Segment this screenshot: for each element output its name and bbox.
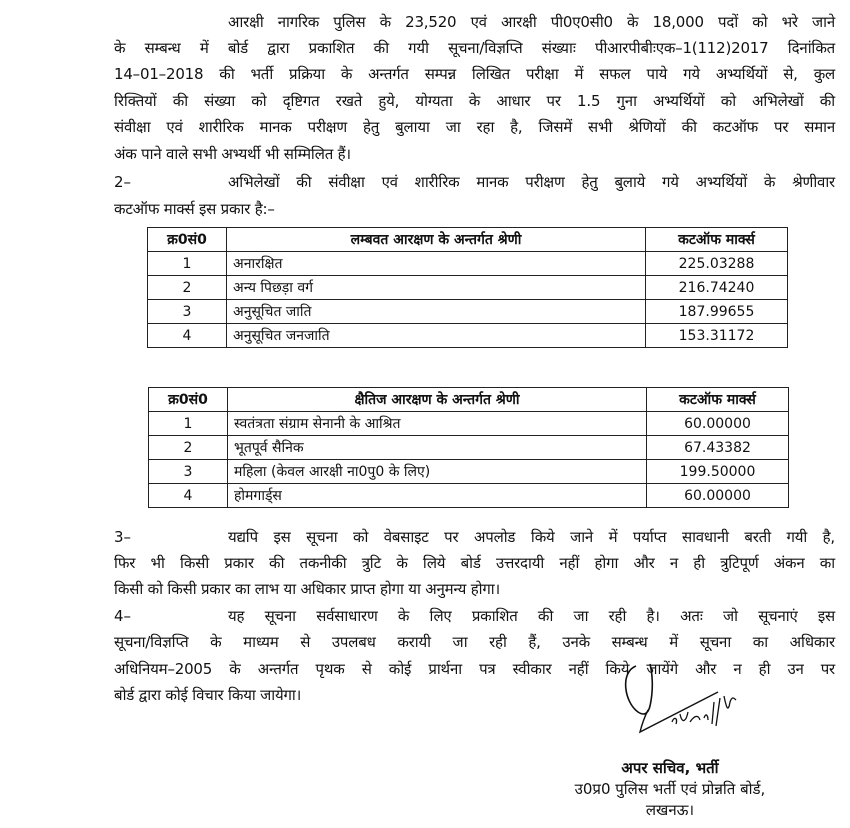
para1-line-4: रिक्तियों की संख्या को दृष्टिगत रखते हुये, योग्यता के आधार पर 1.5 गुना अभ्यर्थियों को अभिलेखों की <box>114 92 835 110</box>
para4-line-2: सूचना/विज्ञप्ति के माध्यम से उपलबध करायी जा रही हैं, उनके सम्बन्ध में सूचना का अधिकार <box>114 633 835 651</box>
cell-cutoff: 216.74240 <box>646 276 788 300</box>
header-cutoff: कटऑफ मार्क्स <box>647 388 789 412</box>
table-row <box>148 300 788 324</box>
table-row <box>149 412 789 436</box>
header-serial: क्र0सं0 <box>148 228 227 252</box>
cell-cutoff: 67.43382 <box>647 436 789 460</box>
cell-serial: 3 <box>149 460 228 484</box>
header-category: लम्बवत आरक्षण के अन्तर्गत श्रेणी <box>227 228 646 252</box>
para3-number: 3– <box>114 528 132 546</box>
header-serial: क्र0सं0 <box>149 388 228 412</box>
cell-category: भूतपूर्व सैनिक <box>228 436 647 460</box>
cell-cutoff: 225.03288 <box>646 252 788 276</box>
table-row <box>149 460 789 484</box>
horizontal-reservation-table <box>148 387 789 508</box>
cell-serial: 2 <box>148 276 227 300</box>
para4-line-4: बोर्ड द्वारा कोई विचार किया जायेगा। <box>114 686 302 704</box>
para4-number: 4– <box>114 607 132 625</box>
para1-line-1: आरक्षी नागरिक पुलिस के 23,520 एवं आरक्षी पी0ए0सी0 के 18,000 पदों को भरे जाने <box>228 13 835 31</box>
signatory-designation: अपर सचिव, भर्ती <box>621 759 719 777</box>
table-header-row <box>149 388 789 412</box>
cell-cutoff: 153.31172 <box>646 324 788 348</box>
para3-line-1: यद्यपि इस सूचना को वेबसाइट पर अपलोड किये जाने में पर्याप्त सावधानी बरती गयी है, <box>228 528 835 546</box>
header-cutoff: कटऑफ मार्क्स <box>646 228 788 252</box>
cell-serial: 4 <box>148 324 227 348</box>
cell-cutoff: 60.00000 <box>647 412 789 436</box>
vertical-reservation-table <box>147 227 788 348</box>
table-row <box>148 276 788 300</box>
table-row <box>148 252 788 276</box>
cell-category: अनुसूचित जनजाति <box>227 324 646 348</box>
table-row <box>148 324 788 348</box>
table-row <box>149 436 789 460</box>
cell-category: महिला (केवल आरक्षी ना0पु0 के लिए) <box>228 460 647 484</box>
cell-category: अन्य पिछड़ा वर्ग <box>227 276 646 300</box>
para1-line-6: अंक पाने वाले सभी अभ्यर्थी भी सम्मिलित हैं। <box>114 145 351 163</box>
signatory-city: लखनऊ। <box>645 801 695 819</box>
signatory-organisation: उ0प्र0 पुलिस भर्ती एवं प्रोन्नति बोर्ड, <box>574 780 766 798</box>
table-header-row <box>148 228 788 252</box>
table-row <box>149 484 789 508</box>
para1-line-3: 14–01–2018 की भर्ती प्रक्रिया के अन्तर्गत सम्पन्न लिखित परीक्षा में सफल पाये गये अभ्यर्थियों से, कुल <box>114 65 835 83</box>
para3-line-2: फिर भी किसी प्रकार की तकनीकी त्रुटि के लिये बोर्ड उत्तरदायी नहीं होगा और न ही त्रुटिपूर्ण अंकन का <box>114 554 835 572</box>
handwritten-signature <box>610 662 810 762</box>
cell-cutoff: 60.00000 <box>647 484 789 508</box>
cell-serial: 3 <box>148 300 227 324</box>
para4-line-3: अधिनियम–2005 के अन्तर्गत पृथक से कोई प्रार्थना पत्र स्वीकार नहीं किये जायेंगे और न ही उन पर <box>114 660 835 678</box>
cell-serial: 2 <box>149 436 228 460</box>
cell-cutoff: 199.50000 <box>647 460 789 484</box>
para2-line-1: अभिलेखों की संवीक्षा एवं शारीरिक मानक परीक्षण हेतु बुलाये गये अभ्यर्थियों के श्रेणीवार <box>228 173 835 191</box>
cell-category: होमगार्ड्स <box>228 484 647 508</box>
cell-serial: 1 <box>148 252 227 276</box>
para2-line-2: कटऑफ मार्क्स इस प्रकार है:– <box>114 200 275 218</box>
cell-category: अनुसूचित जाति <box>227 300 646 324</box>
cell-category: अनारक्षित <box>227 252 646 276</box>
cell-cutoff: 187.99655 <box>646 300 788 324</box>
para1-line-5: संवीक्षा एवं शारीरिक मानक परीक्षण हेतु बुलाया जा रहा है, जिसमें सभी श्रेणियों की कटऑफ पर समान <box>114 118 835 136</box>
para4-line-1: यह सूचना सर्वसाधारण के लिए प्रकाशित की जा रही है। अतः जो सूचनाएं इस <box>228 607 835 625</box>
cell-serial: 1 <box>149 412 228 436</box>
para3-line-3: किसी को किसी प्रकार का लाभ या अधिकार प्राप्त होगा या अनुमन्य होगा। <box>114 580 500 598</box>
header-category: क्षैतिज आरक्षण के अन्तर्गत श्रेणी <box>228 388 647 412</box>
cell-serial: 4 <box>149 484 228 508</box>
para1-line-2: के सम्बन्ध में बोर्ड द्वारा प्रकाशित की गयी सूचना/विज्ञप्ति संख्याः पीआरपीबीःएक–1(112)2017 दिनांकित <box>114 39 835 57</box>
para2-number: 2– <box>114 173 132 191</box>
cell-category: स्वतंत्रता संग्राम सेनानी के आश्रित <box>228 412 647 436</box>
